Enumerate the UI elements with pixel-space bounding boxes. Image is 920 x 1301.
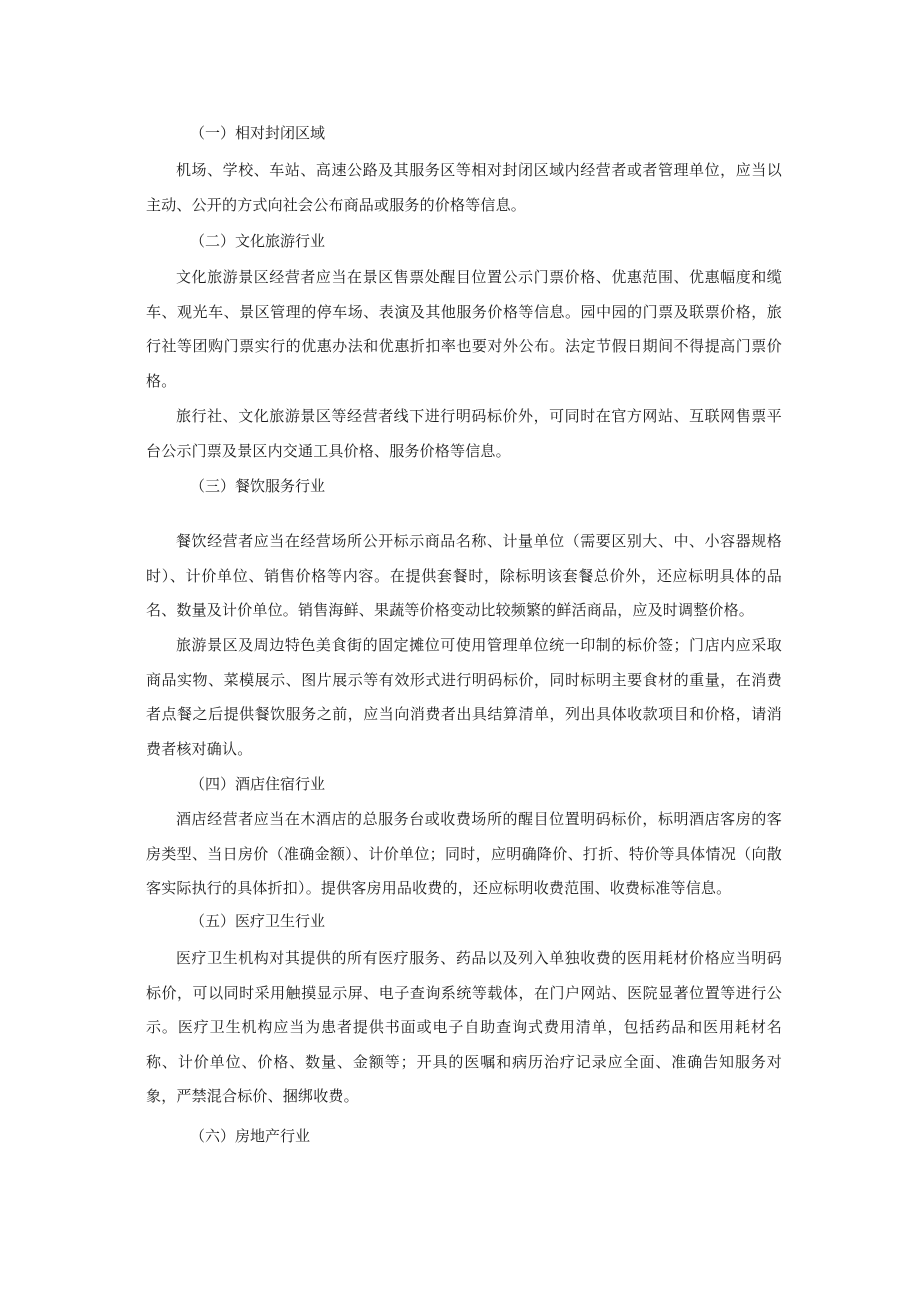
- section-3-paragraph-1: 餐饮经营者应当在经营场所公开标示商品名称、计量单位（需要区别大、中、小容器规格时）、计价单位、销售价格等内容。在提供套餐时，除标明该套餐总价外，还应标明具体的品名、数量及计价单位。销售海鲜、果蔬等价格变动比较频繁的鲜活商品，应及时调整价格。: [146, 532, 782, 619]
- section-heading-1: （一）相对封闭区域: [190, 124, 326, 142]
- section-4-paragraph-1: 酒店经营者应当在木酒店的总服务台或收费场所的醒目位置明码标价，标明酒店客房的客房类型、当日房价（准确金额）、计价单位；同时，应明确降价、打折、特价等具体情况（向散客实际执行的具体折扣）。提供客房用品收费的，还应标明收费范围、收费标准等信息。: [146, 810, 782, 897]
- section-5-paragraph-1: 医疗卫生机构对其提供的所有医疗服务、药品以及列入单独收费的医用耗材价格应当明码标价，可以同时采用触摸显示屏、电子查询系统等载体，在门户网站、医院显著位置等进行公示。医疗卫生机构应当为患者提供书面或电子自助查询式费用清单，包括药品和医用耗材名称、计价单位、价格、数量、金额等；开具的医嘱和病历治疗记录应全面、准确告知服务对象，严禁混合标价、捆绑收费。: [146, 949, 782, 1105]
- section-3-paragraph-2: 旅游景区及周边特色美食街的固定摊位可使用管理单位统一印制的标价签；门店内应采取商品实物、菜模展示、图片展示等有效形式进行明码标价，同时标明主要食材的重量，在消费者点餐之后提供餐饮服务之前，应当向消费者出具结算清单，列出具体收款项目和价格，请消费者核对确认。: [146, 636, 782, 758]
- section-2-paragraph-2: 旅行社、文化旅游景区等经营者线下进行明码标价外，可同时在官方网站、互联网售票平台公示门票及景区内交通工具价格、服务价格等信息。: [146, 407, 782, 460]
- section-heading-4: （四）酒店住宿行业: [190, 775, 326, 793]
- section-heading-5: （五）医疗卫生行业: [190, 912, 326, 930]
- section-2-paragraph-1: 文化旅游景区经营者应当在景区售票处醒目位置公示门票价格、优惠范围、优惠幅度和缆车、观光车、景区管理的停车场、表演及其他服务价格等信息。园中园的门票及联票价格，旅行社等团购门票实行的优惠办法和优惠折扣率也要对外公布。法定节假日期间不得提高门票价格。: [146, 268, 782, 390]
- section-heading-6: （六）房地产行业: [190, 1127, 311, 1145]
- section-1-paragraph-1: 机场、学校、车站、高速公路及其服务区等相对封闭区域内经营者或者管理单位，应当以主动、公开的方式向社会公布商品或服务的价格等信息。: [146, 161, 782, 214]
- section-heading-2: （二）文化旅游行业: [190, 232, 326, 250]
- section-heading-3: （三）餐饮服务行业: [190, 477, 326, 495]
